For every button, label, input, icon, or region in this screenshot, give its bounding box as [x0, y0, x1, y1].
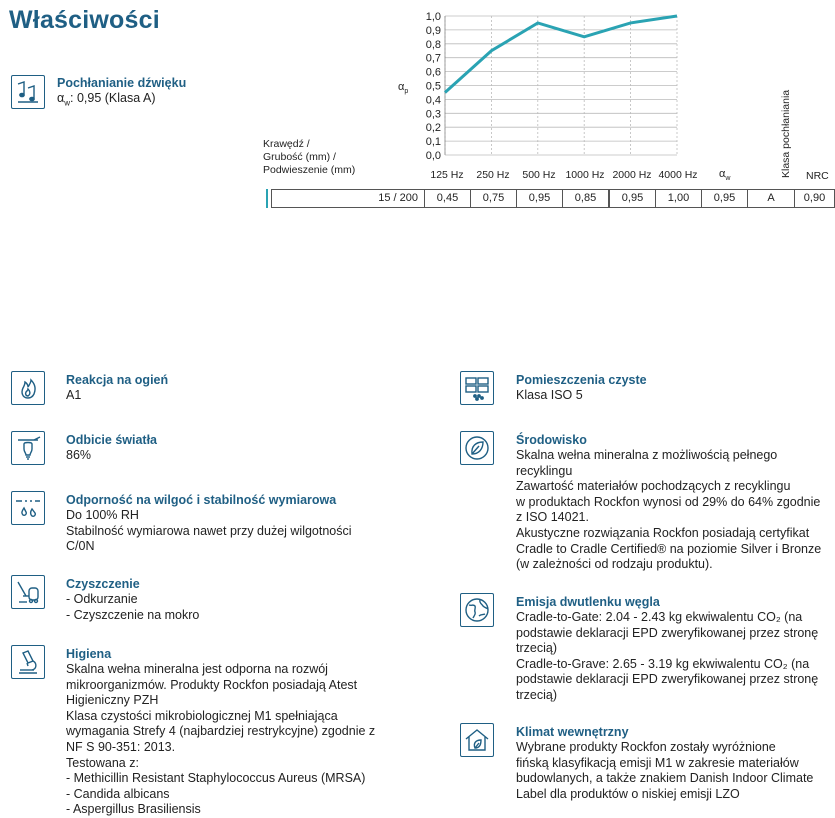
table-cell-nrc: 0,90	[794, 189, 835, 208]
cleanroom-section: Pomieszczenia czyste Klasa ISO 5	[516, 373, 647, 402]
sound-absorption-title: Pochłanianie dźwięku	[57, 76, 187, 90]
table-col-aw: $\alpha_w$	[719, 168, 731, 183]
table-cell-value: 0,95	[516, 189, 563, 208]
chart-y-tick-label: 1,0	[425, 11, 441, 23]
cleaning-section: Czyszczenie - Odkurzanie - Czyszczenie na mokro	[66, 577, 200, 622]
chart-y-ticks	[426, 11, 441, 162]
leaf-icon	[460, 431, 494, 465]
chart-x-tick-label: 2000 Hz	[612, 169, 652, 181]
chart-y-tick-label: 0,1	[425, 136, 441, 149]
table-cell-aw: 0,95	[701, 189, 748, 208]
absorption-series-line	[445, 16, 677, 92]
hygiene-section: Higiena Skalna wełna mineralna jest odporna na rozwój mikroorganizmów. Produkty Rockfon posiadają Atest Higieniczny PZH Klasa czystości mikrobiologicznej M1 spełniająca wymagania Strefy 4 (najbardziej restrykcyjne) zgodnie z NF S 90-351: 2013. Testowana z: - Methicillin Resistant Staphylococcus Aureus (MRSA) - Candida albicans - Aspergillus Brasiliensis	[66, 647, 376, 817]
table-cell-value: 0,95	[609, 189, 656, 208]
hygiene-title: Higiena	[66, 647, 112, 661]
humidity-title: Odporność na wilgoć i stabilność wymiarowa	[66, 493, 337, 507]
indoor-climate-title: Klimat wewnętrzny	[516, 725, 629, 739]
table-col-nrc: NRC	[806, 170, 829, 182]
table-row-accent	[266, 189, 268, 208]
absorption-chart	[0, 0, 835, 215]
water-drops-icon	[11, 491, 45, 525]
fire-reaction-title: Reakcja na ogień	[66, 373, 169, 387]
table-cell-value: 0,45	[424, 189, 471, 208]
fire-reaction-section	[66, 372, 168, 404]
chart-y-tick-label: 0,0	[425, 150, 441, 162]
table-cell-spec: 15 / 200	[271, 189, 425, 208]
chart-y-tick-label: 0,5	[425, 80, 441, 93]
table-row-header: Krawędź / Grubość (mm) / Podwieszenie (mm)	[263, 138, 356, 176]
light-reflection-title: Odbicie światła	[66, 433, 158, 447]
page-title: Właściwości	[9, 6, 160, 34]
table-cell-value: 0,75	[470, 189, 517, 208]
chart-y-tick-label: 0,8	[425, 38, 441, 51]
carbon-emission-title: Emisja dwutlenku węgla	[516, 595, 660, 609]
lamp-icon	[11, 431, 45, 465]
cleaning-title: Czyszczenie	[66, 577, 140, 591]
humidity-section: Odporność na wilgoć i stabilność wymiarowa Do 100% RH Stabilność wymiarowa nawet przy dużej wilgotności C/0N	[66, 493, 352, 554]
fire-reaction-value: A1	[66, 388, 82, 402]
chart-y-tick-label: 0,3	[425, 108, 441, 121]
sound-absorption-value: $\alpha_w$: 0,95 (Klasa A)	[57, 91, 156, 108]
chart-x-tick-label: 500 Hz	[522, 169, 556, 181]
light-reflection-section	[66, 432, 157, 464]
vacuum-cleaner-icon	[11, 575, 45, 609]
chart-x-tick-label: 1000 Hz	[565, 169, 605, 181]
chart-y-tick-label: 0,4	[425, 94, 441, 107]
flame-icon	[11, 371, 45, 405]
environment-section: Środowisko Skalna wełna mineralna z możliwością pełnego recyklingu Zawartość materiałów pochodzących z recyklingu w produktach Rockfon wynosi od 29% do 64% zgodnie z ISO 14021. Akustyczne rozwiązania Rockfon posiadają certyfikat Cradle to Cradle Certified® na poziomie Silver i Bronze (w zależności od rodzaju produktu).	[516, 433, 822, 572]
chart-y-tick-label: 0,7	[425, 52, 441, 65]
chart-x-tick-label: 4000 Hz	[658, 169, 698, 181]
table-cell-value: 0,85	[562, 189, 609, 208]
chart-x-tick-label: 125 Hz	[430, 169, 464, 181]
cleanroom-title: Pomieszczenia czyste	[516, 373, 647, 387]
light-reflection-value: 86%	[66, 448, 92, 462]
chart-y-tick-label: 0,9	[425, 24, 441, 37]
indoor-climate-section: Klimat wewnętrzny Wybrane produkty Rockfon zostały wyróżnione fińską klasyfikacją emisji M1 w zakresie materiałów budowlanych, a także znakiem Danish Indoor Climate Label dla produktów o niskiej emisji LZO	[516, 725, 814, 801]
chart-x-tick-label: 250 Hz	[476, 169, 510, 181]
table-cell-value: 1,00	[655, 189, 702, 208]
cleanroom-filter-icon	[460, 371, 494, 405]
carbon-emission-section: Emisja dwutlenku węgla Cradle-to-Gate: 2.04 - 2.43 kg ekwiwalentu CO₂ (na podstawie deklaracji EPD zweryfikowanej przez stronę trzecią) Cradle-to-Grave: 2.65 - 3.19 kg ekwiwalentu CO₂ (na podstawie deklaracji EPD zweryfikowanej przez stronę trzecią)	[516, 595, 819, 702]
house-icon	[460, 723, 494, 757]
chart-y-tick-label: 0,2	[425, 122, 441, 135]
globe-icon	[460, 593, 494, 627]
environment-title: Środowisko	[516, 433, 587, 447]
microscope-icon	[11, 645, 45, 679]
chart-y-axis-label: $\alpha_p$	[398, 81, 409, 96]
table-cell-klasa: A	[747, 189, 795, 208]
chart-grid	[445, 16, 677, 155]
table-col-klasa: Klasa pochłaniania	[780, 89, 792, 178]
chart-y-tick-label: 0,6	[425, 66, 441, 79]
